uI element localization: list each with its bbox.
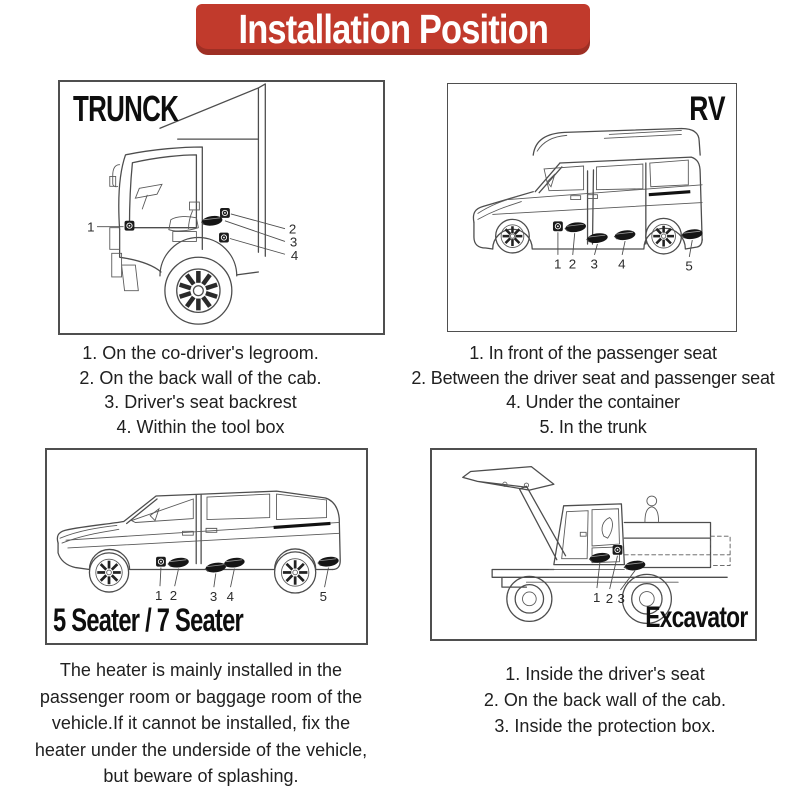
panel-truck-label: TRUNCK [73,88,179,129]
list-item: 1. Inside the driver's seat [505,664,705,684]
mount-marker-icon [219,233,229,243]
position-number: 1 [593,589,601,605]
position-number: 5 [319,588,328,604]
mount-marker-icon [220,208,230,218]
boom-arm [463,467,566,560]
rv-position-list [387,341,799,439]
mount-marker-icon [553,221,563,231]
excavator-cab [554,504,625,565]
panel-seater [45,448,368,645]
position-number: 4 [290,248,299,264]
wheel-icon [507,576,552,621]
installation-note: The heater is mainly installed in the passenger room or baggage room of the vehicle.If it cannot be installed, fix the heater under the underside of the vehicle, but beware of splashing. [34,660,368,786]
panel-seater-label: 5 Seater / 7 Seater [53,602,243,638]
list-item: 2. On the back wall of the cab. [483,690,727,710]
list-item: 4. Within the tool box [116,416,285,437]
list-item: 5. In the trunk [539,416,647,437]
mount-marker-icon [613,545,623,555]
wheel-icon [496,219,530,253]
panel-rv-label: RV [689,90,726,128]
panel-excavator-label: Excavator [644,601,747,634]
position-number: 1 [553,256,562,272]
wheel-icon [646,218,682,254]
position-leaders [160,568,329,588]
position-number: 4 [226,588,234,604]
position-number: 3 [209,588,218,604]
position-number: 1 [87,219,95,235]
heater-unit-icon [586,232,608,244]
truck-position-list [28,341,373,439]
minivan-body [57,491,340,569]
position-number: 2 [169,587,178,603]
list-item: 4. Under the container [506,392,680,412]
position-number: 2 [288,221,297,237]
position-number: 5 [685,258,693,274]
excavator-position-list [420,661,790,739]
position-number: 2 [605,590,614,606]
cab-outline [110,147,259,291]
list-item: 3. Inside the protection box. [494,716,716,736]
heater-unit-icon [614,229,636,241]
title-banner [196,4,590,55]
steering-wheel [135,184,162,209]
position-number: 4 [618,256,626,272]
heater-unit-icon [624,559,646,571]
heater-unit-icon [318,556,340,568]
wheel-icon [89,553,128,592]
list-item: 2. On the back wall of the cab. [79,367,322,388]
heater-unit-icon [205,561,227,573]
van-windows [544,160,690,200]
page-title: Installation Position [238,6,548,52]
heater-unit-icon [565,221,587,233]
heater-unit-icon [681,228,703,240]
panel-truck [58,80,385,335]
list-item: 1. In front of the passenger seat [469,343,717,363]
wheel-icon [275,552,316,593]
list-item: 3. Driver's seat backrest [104,392,297,412]
position-number: 3 [289,234,298,250]
panel-excavator [430,448,757,641]
list-item: 2. Between the driver seat and passenger seat [411,367,775,388]
driver-seat [169,202,200,241]
heater-unit-icon [201,215,223,227]
heater-unit-icon [168,557,190,569]
heater-unit-icon [224,557,246,569]
position-number: 2 [568,256,577,272]
position-number: 3 [590,256,598,272]
engine-deck [624,496,730,567]
mount-marker-icon [156,557,166,567]
position-number: 1 [155,587,163,603]
position-leaders [97,214,285,254]
panel-rv [447,83,737,332]
camper-roof [533,128,700,155]
mount-marker-icon [125,221,135,231]
list-item: 1. On the co-driver's legroom. [82,343,319,363]
wheel-icon [165,257,232,324]
position-number: 3 [617,590,625,606]
